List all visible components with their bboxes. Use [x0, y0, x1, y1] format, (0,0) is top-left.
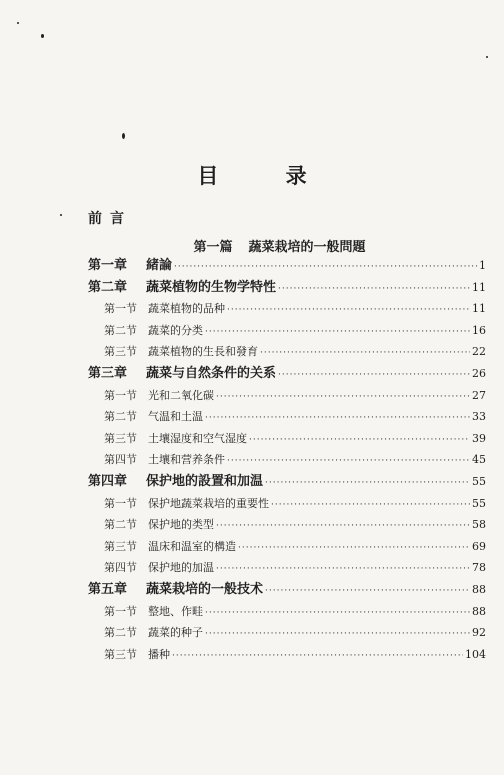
- toc-leader-dots: [271, 495, 470, 515]
- toc-entry-label: 第二节: [104, 323, 137, 337]
- toc-leader-dots: [260, 343, 470, 363]
- toc-entry-label: 第四节: [104, 453, 137, 467]
- toc-entry-title: 蔬菜的种子: [148, 626, 203, 640]
- toc-section-row: [88, 644, 486, 666]
- toc-leader-dots: [265, 581, 470, 601]
- toc-chapter-row: [88, 277, 486, 299]
- toc-chapter-row: [88, 255, 486, 277]
- table-of-contents: [88, 255, 486, 665]
- toc-leader-dots: [205, 603, 470, 623]
- toc-chapter-row: [88, 579, 486, 601]
- toc-leader-dots: [238, 538, 470, 558]
- toc-entry-title: 緒論: [146, 258, 173, 273]
- toc-leader-dots: [216, 516, 470, 536]
- page-title: 目 录: [197, 163, 337, 188]
- toc-section-row: [88, 557, 486, 579]
- toc-section-row: [88, 536, 486, 558]
- toc-entry-title: 土壤湿度和空气湿度: [148, 431, 247, 445]
- toc-entry-page: 27: [472, 388, 486, 402]
- toc-entry-label: 第三节: [104, 539, 137, 553]
- part-title: 蔬菜栽培的一般問題: [248, 240, 366, 255]
- toc-leader-dots: [278, 279, 470, 299]
- toc-entry-page: 39: [472, 431, 486, 445]
- toc-entry-page: 78: [472, 561, 486, 575]
- toc-leader-dots: [174, 257, 477, 277]
- toc-chapter-row: [88, 471, 486, 493]
- toc-section-row: [88, 298, 486, 320]
- toc-entry-title: 蔬菜植物的生長和發育: [148, 345, 258, 359]
- toc-leader-dots: [205, 408, 470, 428]
- toc-entry-label: 第二章: [88, 279, 128, 295]
- part-label: 第一篇: [193, 240, 233, 255]
- toc-entry-title: 整地、作畦: [148, 604, 203, 618]
- toc-entry-page: 11: [472, 302, 486, 316]
- toc-entry-page: 16: [472, 323, 486, 337]
- toc-entry-title: 蔬菜的分类: [148, 323, 203, 337]
- toc-entry-title: 保护地的类型: [148, 518, 214, 532]
- toc-entry-page: 69: [472, 539, 486, 553]
- toc-entry-page: 92: [472, 626, 486, 640]
- toc-entry-page: 88: [472, 582, 486, 596]
- toc-section-row: [88, 406, 486, 428]
- toc-entry-page: 104: [465, 647, 486, 661]
- toc-section-row: [88, 601, 486, 623]
- toc-leader-dots: [227, 451, 470, 471]
- toc-entry-page: 22: [472, 345, 486, 359]
- toc-leader-dots: [216, 559, 470, 579]
- part-heading: [0, 236, 504, 255]
- toc-entry-title: 蔬菜栽培的一般技术: [146, 581, 264, 597]
- toc-entry-label: 第一节: [104, 496, 137, 510]
- toc-leader-dots: [205, 624, 470, 644]
- toc-entry-label: 第一节: [104, 388, 137, 402]
- toc-entry-title: 气温和土温: [148, 410, 203, 424]
- toc-entry-label: 第二节: [104, 626, 137, 640]
- toc-entry-label: 第一节: [104, 302, 137, 316]
- toc-entry-title: 蔬菜植物的品种: [148, 302, 225, 316]
- toc-entry-label: 第三章: [88, 365, 128, 381]
- toc-section-row: [88, 514, 486, 536]
- toc-section-row: [88, 449, 486, 471]
- toc-entry-label: 第一章: [88, 258, 128, 273]
- toc-entry-title: 蔬菜植物的生物学特性: [146, 279, 277, 295]
- toc-entry-label: 第一节: [104, 604, 137, 618]
- toc-entry-title: 土壤和营养条件: [148, 453, 225, 467]
- toc-entry-label: 第二节: [104, 410, 137, 424]
- preface-heading: 前言: [88, 211, 132, 227]
- toc-entry-title: 播种: [148, 647, 170, 661]
- toc-entry-title: 光和二氧化碳: [148, 388, 214, 402]
- toc-entry-label: 第四章: [88, 473, 128, 489]
- toc-entry-page: 1: [479, 259, 486, 272]
- toc-chapter-row: [88, 363, 486, 385]
- scan-speck: [122, 133, 125, 139]
- toc-entry-page: 88: [472, 604, 486, 618]
- toc-entry-label: 第二节: [104, 518, 137, 532]
- toc-leader-dots: [249, 430, 470, 450]
- toc-section-row: [88, 320, 486, 342]
- toc-entry-page: 55: [472, 474, 486, 488]
- toc-entry-title: 蔬菜与自然条件的关系: [146, 365, 277, 381]
- toc-entry-label: 第五章: [88, 581, 128, 597]
- toc-entry-label: 第三节: [104, 345, 137, 359]
- toc-entry-page: 26: [472, 366, 486, 380]
- toc-entry-label: 第三节: [104, 647, 137, 661]
- scan-speck: [17, 22, 19, 24]
- toc-section-row: [88, 428, 486, 450]
- toc-entry-page: 58: [472, 518, 486, 532]
- toc-section-row: [88, 385, 486, 407]
- toc-section-row: [88, 341, 486, 363]
- toc-leader-dots: [216, 387, 470, 407]
- toc-leader-dots: [172, 646, 463, 666]
- toc-entry-label: 第三节: [104, 431, 137, 445]
- toc-leader-dots: [227, 300, 470, 320]
- toc-entry-page: 45: [472, 453, 486, 467]
- scan-speck: [41, 34, 44, 38]
- toc-entry-title: 保护地蔬菜栽培的重要性: [148, 496, 269, 510]
- toc-section-row: [88, 622, 486, 644]
- toc-entry-title: 温床和温室的構造: [148, 539, 236, 553]
- toc-entry-title: 保护地的加温: [148, 561, 214, 575]
- scan-speck: [486, 56, 488, 58]
- toc-entry-label: 第四节: [104, 561, 137, 575]
- toc-entry-title: 保护地的設置和加温: [146, 473, 264, 489]
- toc-leader-dots: [265, 473, 470, 493]
- toc-entry-page: 33: [472, 410, 486, 424]
- toc-section-row: [88, 493, 486, 515]
- toc-leader-dots: [205, 322, 470, 342]
- scan-speck: [60, 214, 62, 216]
- toc-entry-page: 11: [472, 280, 486, 294]
- toc-entry-page: 55: [472, 496, 486, 510]
- toc-leader-dots: [278, 365, 470, 385]
